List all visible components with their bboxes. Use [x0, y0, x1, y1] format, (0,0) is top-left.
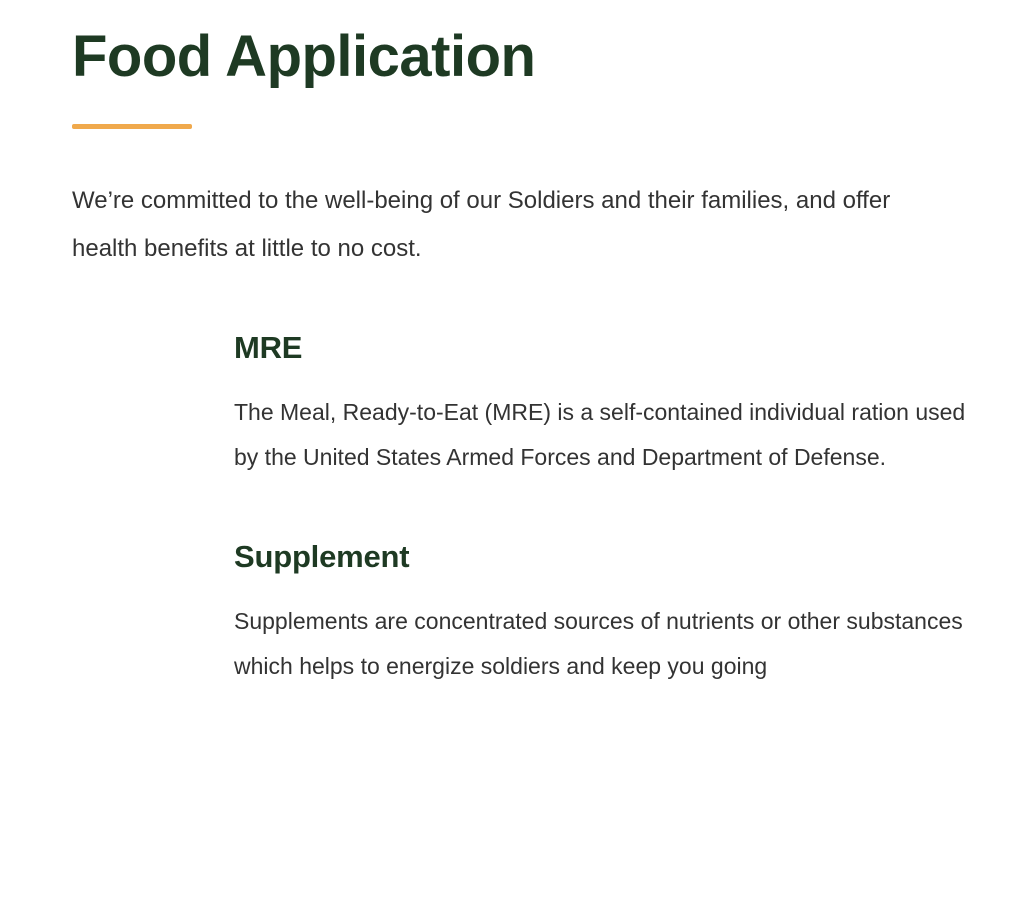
- title-underline-accent: [72, 124, 192, 129]
- section-body: Supplements are concentrated sources of nutrients or other substances which helps to energize soldiers and keep you going: [234, 608, 963, 680]
- sections-list: [72, 329, 984, 689]
- page-title: Food Application: [72, 24, 536, 89]
- section-mre: [234, 329, 984, 480]
- intro-paragraph: We’re committed to the well-being of our Soldiers and their families, and offer health benefits at little to no cost.: [72, 186, 891, 262]
- section-title: Supplement: [234, 538, 410, 574]
- section-title: MRE: [234, 329, 303, 365]
- section-supplement: [234, 538, 984, 689]
- section-body: The Meal, Ready-to-Eat (MRE) is a self-contained individual ration used by the United States Armed Forces and Department of Defense.: [234, 398, 966, 470]
